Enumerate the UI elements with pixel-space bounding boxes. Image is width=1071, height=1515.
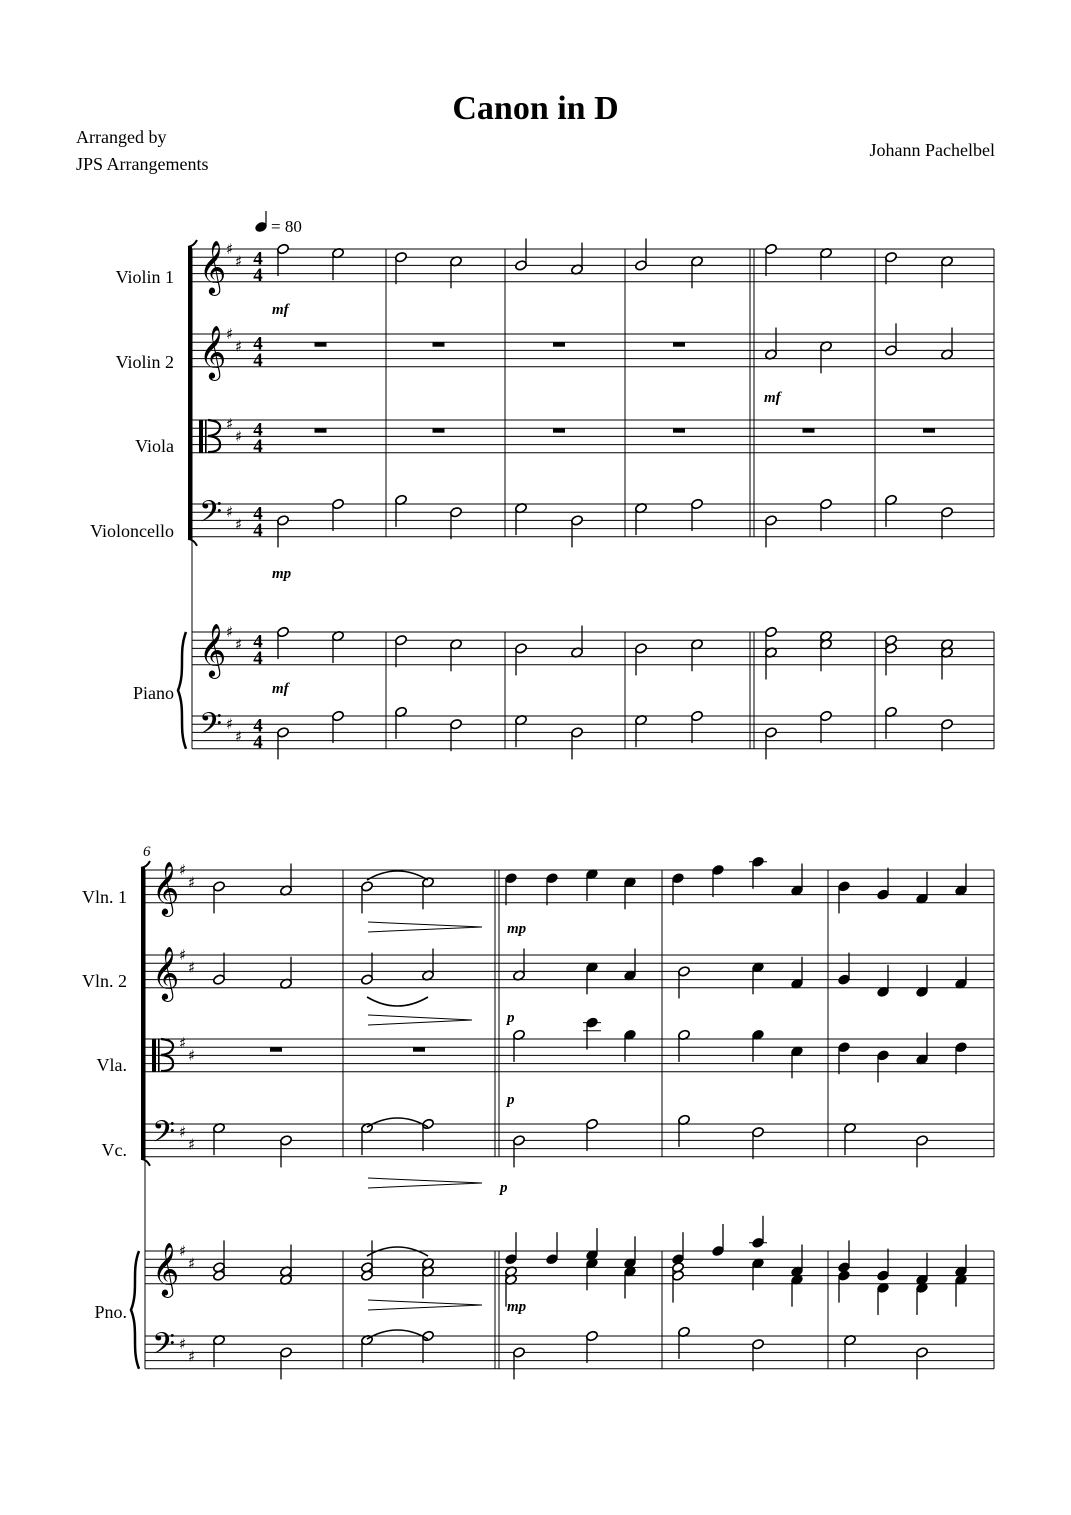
sys1-violin2-sharp-icon: ♯	[235, 337, 243, 356]
tempo-marking: = 80	[271, 217, 302, 236]
sys1-viola-whole-rest-icon	[433, 428, 445, 433]
sys2-piano-rh-treble-clef-icon: 𝄞	[152, 1241, 180, 1296]
sys1-piano-rh-time-sig-den: 4	[253, 647, 263, 669]
alto-clef-bar	[205, 420, 207, 453]
sys1-viola-time-sig-den: 4	[253, 435, 263, 457]
sys1-violin1-dynamic: mf	[272, 302, 289, 318]
sys1-violin1-time-sig-num: 4	[253, 248, 263, 270]
sys1-piano-rh-time-sig-num: 4	[253, 631, 263, 653]
sys2-cello-bass-clef-icon: 𝄢	[152, 1115, 176, 1157]
arranger-label: Arranged by	[76, 127, 167, 147]
sys1-viola-whole-rest-icon	[923, 428, 935, 433]
sys1-violin1-time-sig-den: 4	[253, 264, 263, 286]
sys1-violin1-treble-clef-icon: 𝄞	[199, 239, 227, 294]
measure-number: 6	[143, 844, 151, 860]
sys2-cello-sharp-icon: ♯	[188, 1135, 196, 1154]
composer-credit: Johann Pachelbel	[869, 140, 995, 160]
sys1-cello-time-sig-num: 4	[253, 503, 263, 525]
sys1-violin2-sharp-icon: ♯	[226, 325, 234, 343]
sys2-violin1-treble-clef-icon: 𝄞	[152, 860, 180, 915]
arranger-name: JPS Arrangements	[76, 154, 209, 174]
sys2-violin1-sharp-icon: ♯	[188, 873, 196, 892]
sys1-violin2-dynamic: mf	[764, 390, 781, 406]
sys1-viola-whole-rest-icon	[553, 428, 565, 433]
sys2-violin1-sharp-icon: ♯	[179, 861, 187, 879]
sys2-piano-brace	[131, 1251, 139, 1369]
sys1-violin2-whole-rest-icon	[315, 342, 327, 347]
sys1-piano-lh-sharp-icon: ♯	[235, 727, 243, 746]
sys2-piano-dynamic: mp	[507, 1299, 527, 1315]
sys1-violin1-sharp-icon: ♯	[226, 240, 234, 258]
short-name-viola: Vla.	[96, 1055, 127, 1075]
sys2-violin2-sharp-icon: ♯	[188, 958, 196, 977]
sys1-violin2-treble-clef-icon: 𝄞	[199, 324, 227, 379]
alto-clef-bar	[152, 1039, 156, 1072]
alto-clef-bar	[158, 1039, 160, 1072]
sys1-viola-sharp-icon: ♯	[226, 415, 234, 434]
sys2-violin2-slur	[367, 997, 428, 1006]
sys1-cello-sharp-icon: ♯	[226, 503, 234, 522]
sys1-piano-brace	[178, 632, 186, 749]
sys1-piano-lh-bass-clef-icon: 𝄢	[199, 707, 223, 749]
instrument-name-cello: Violoncello	[90, 521, 174, 541]
sys1-viola-sharp-icon: ♯	[235, 427, 243, 446]
sys1-piano-lh-sharp-icon: ♯	[226, 715, 234, 734]
short-name-violin1: Vln. 1	[82, 887, 127, 907]
sys2-piano-decrescendo	[368, 1300, 482, 1310]
alto-clef-bar	[199, 420, 203, 453]
sys2-piano-lh-sharp-icon: ♯	[179, 1335, 187, 1354]
sys1-cello-time-sig-den: 4	[253, 519, 263, 541]
sys1-piano-dynamic: mf	[272, 681, 289, 697]
sys2-string-bracket-hook	[141, 861, 150, 868]
sys2-viola-whole-rest-icon	[270, 1047, 282, 1052]
instrument-name-viola: Viola	[135, 436, 174, 456]
short-name-piano: Pno.	[94, 1302, 127, 1322]
sys2-piano-rh-sharp-icon: ♯	[179, 1242, 187, 1260]
sys1-cello-dynamic: mp	[272, 566, 292, 582]
sys2-piano-rh-sharp-icon: ♯	[188, 1254, 196, 1273]
short-name-cello: Vc.	[101, 1140, 127, 1160]
sys1-piano-lh-time-sig-den: 4	[253, 731, 263, 753]
instrument-name-piano: Piano	[132, 683, 174, 703]
sys2-violin2-treble-clef-icon: 𝄞	[152, 945, 180, 1000]
instrument-name-violin2: Violin 2	[115, 352, 174, 372]
short-name-violin2: Vln. 2	[82, 971, 127, 991]
sys2-cello-sharp-icon: ♯	[179, 1123, 187, 1142]
sys1-piano-rh-sharp-icon: ♯	[226, 623, 234, 641]
instrument-name-violin1: Violin 1	[115, 267, 174, 287]
sys2-violin2-decrescendo	[368, 1015, 472, 1025]
sys1-viola-whole-rest-icon	[803, 428, 815, 433]
sys1-piano-rh-sharp-icon: ♯	[235, 635, 243, 654]
sys1-violin1-sharp-icon: ♯	[235, 252, 243, 271]
sys1-viola-whole-rest-icon	[315, 428, 327, 433]
sys2-cello-slur	[367, 1118, 428, 1127]
sys1-viola-whole-rest-icon	[673, 428, 685, 433]
sys1-violin2-time-sig-den: 4	[253, 349, 263, 371]
sys2-cello-dynamic: p	[500, 1180, 508, 1196]
sys2-viola-sharp-icon: ♯	[179, 1034, 187, 1053]
score-title: Canon in D	[452, 90, 619, 127]
sys1-viola-time-sig-num: 4	[253, 419, 263, 441]
sys2-piano-lh-sharp-icon: ♯	[188, 1347, 196, 1366]
sys2-piano-lh-slur	[367, 1330, 428, 1339]
sys2-piano-lh-bass-clef-icon: 𝄢	[152, 1327, 176, 1369]
sys1-piano-lh-time-sig-num: 4	[253, 715, 263, 737]
sys1-violin2-whole-rest-icon	[553, 342, 565, 347]
sys2-violin1-dynamic: mp	[507, 921, 527, 937]
sys1-violin2-time-sig-num: 4	[253, 333, 263, 355]
sys1-violin2-whole-rest-icon	[673, 342, 685, 347]
sys2-violin2-dynamic: p	[507, 1010, 515, 1026]
sys1-string-bracket-hook	[188, 240, 197, 247]
sys1-piano-rh-treble-clef-icon: 𝄞	[199, 622, 227, 677]
sys1-cello-sharp-icon: ♯	[235, 515, 243, 534]
sys1-cello-bass-clef-icon: 𝄢	[199, 495, 223, 537]
sys2-viola-sharp-icon: ♯	[188, 1046, 196, 1065]
sys2-viola-whole-rest-icon	[413, 1047, 425, 1052]
sys2-cello-decrescendo	[368, 1178, 482, 1188]
sys2-violin1-decrescendo	[368, 922, 482, 932]
sys2-viola-dynamic: p	[507, 1092, 515, 1108]
sys2-string-bracket	[141, 868, 145, 1159]
sys1-violin2-whole-rest-icon	[433, 342, 445, 347]
sys1-string-bracket	[188, 247, 192, 539]
sys2-violin2-sharp-icon: ♯	[179, 946, 187, 964]
